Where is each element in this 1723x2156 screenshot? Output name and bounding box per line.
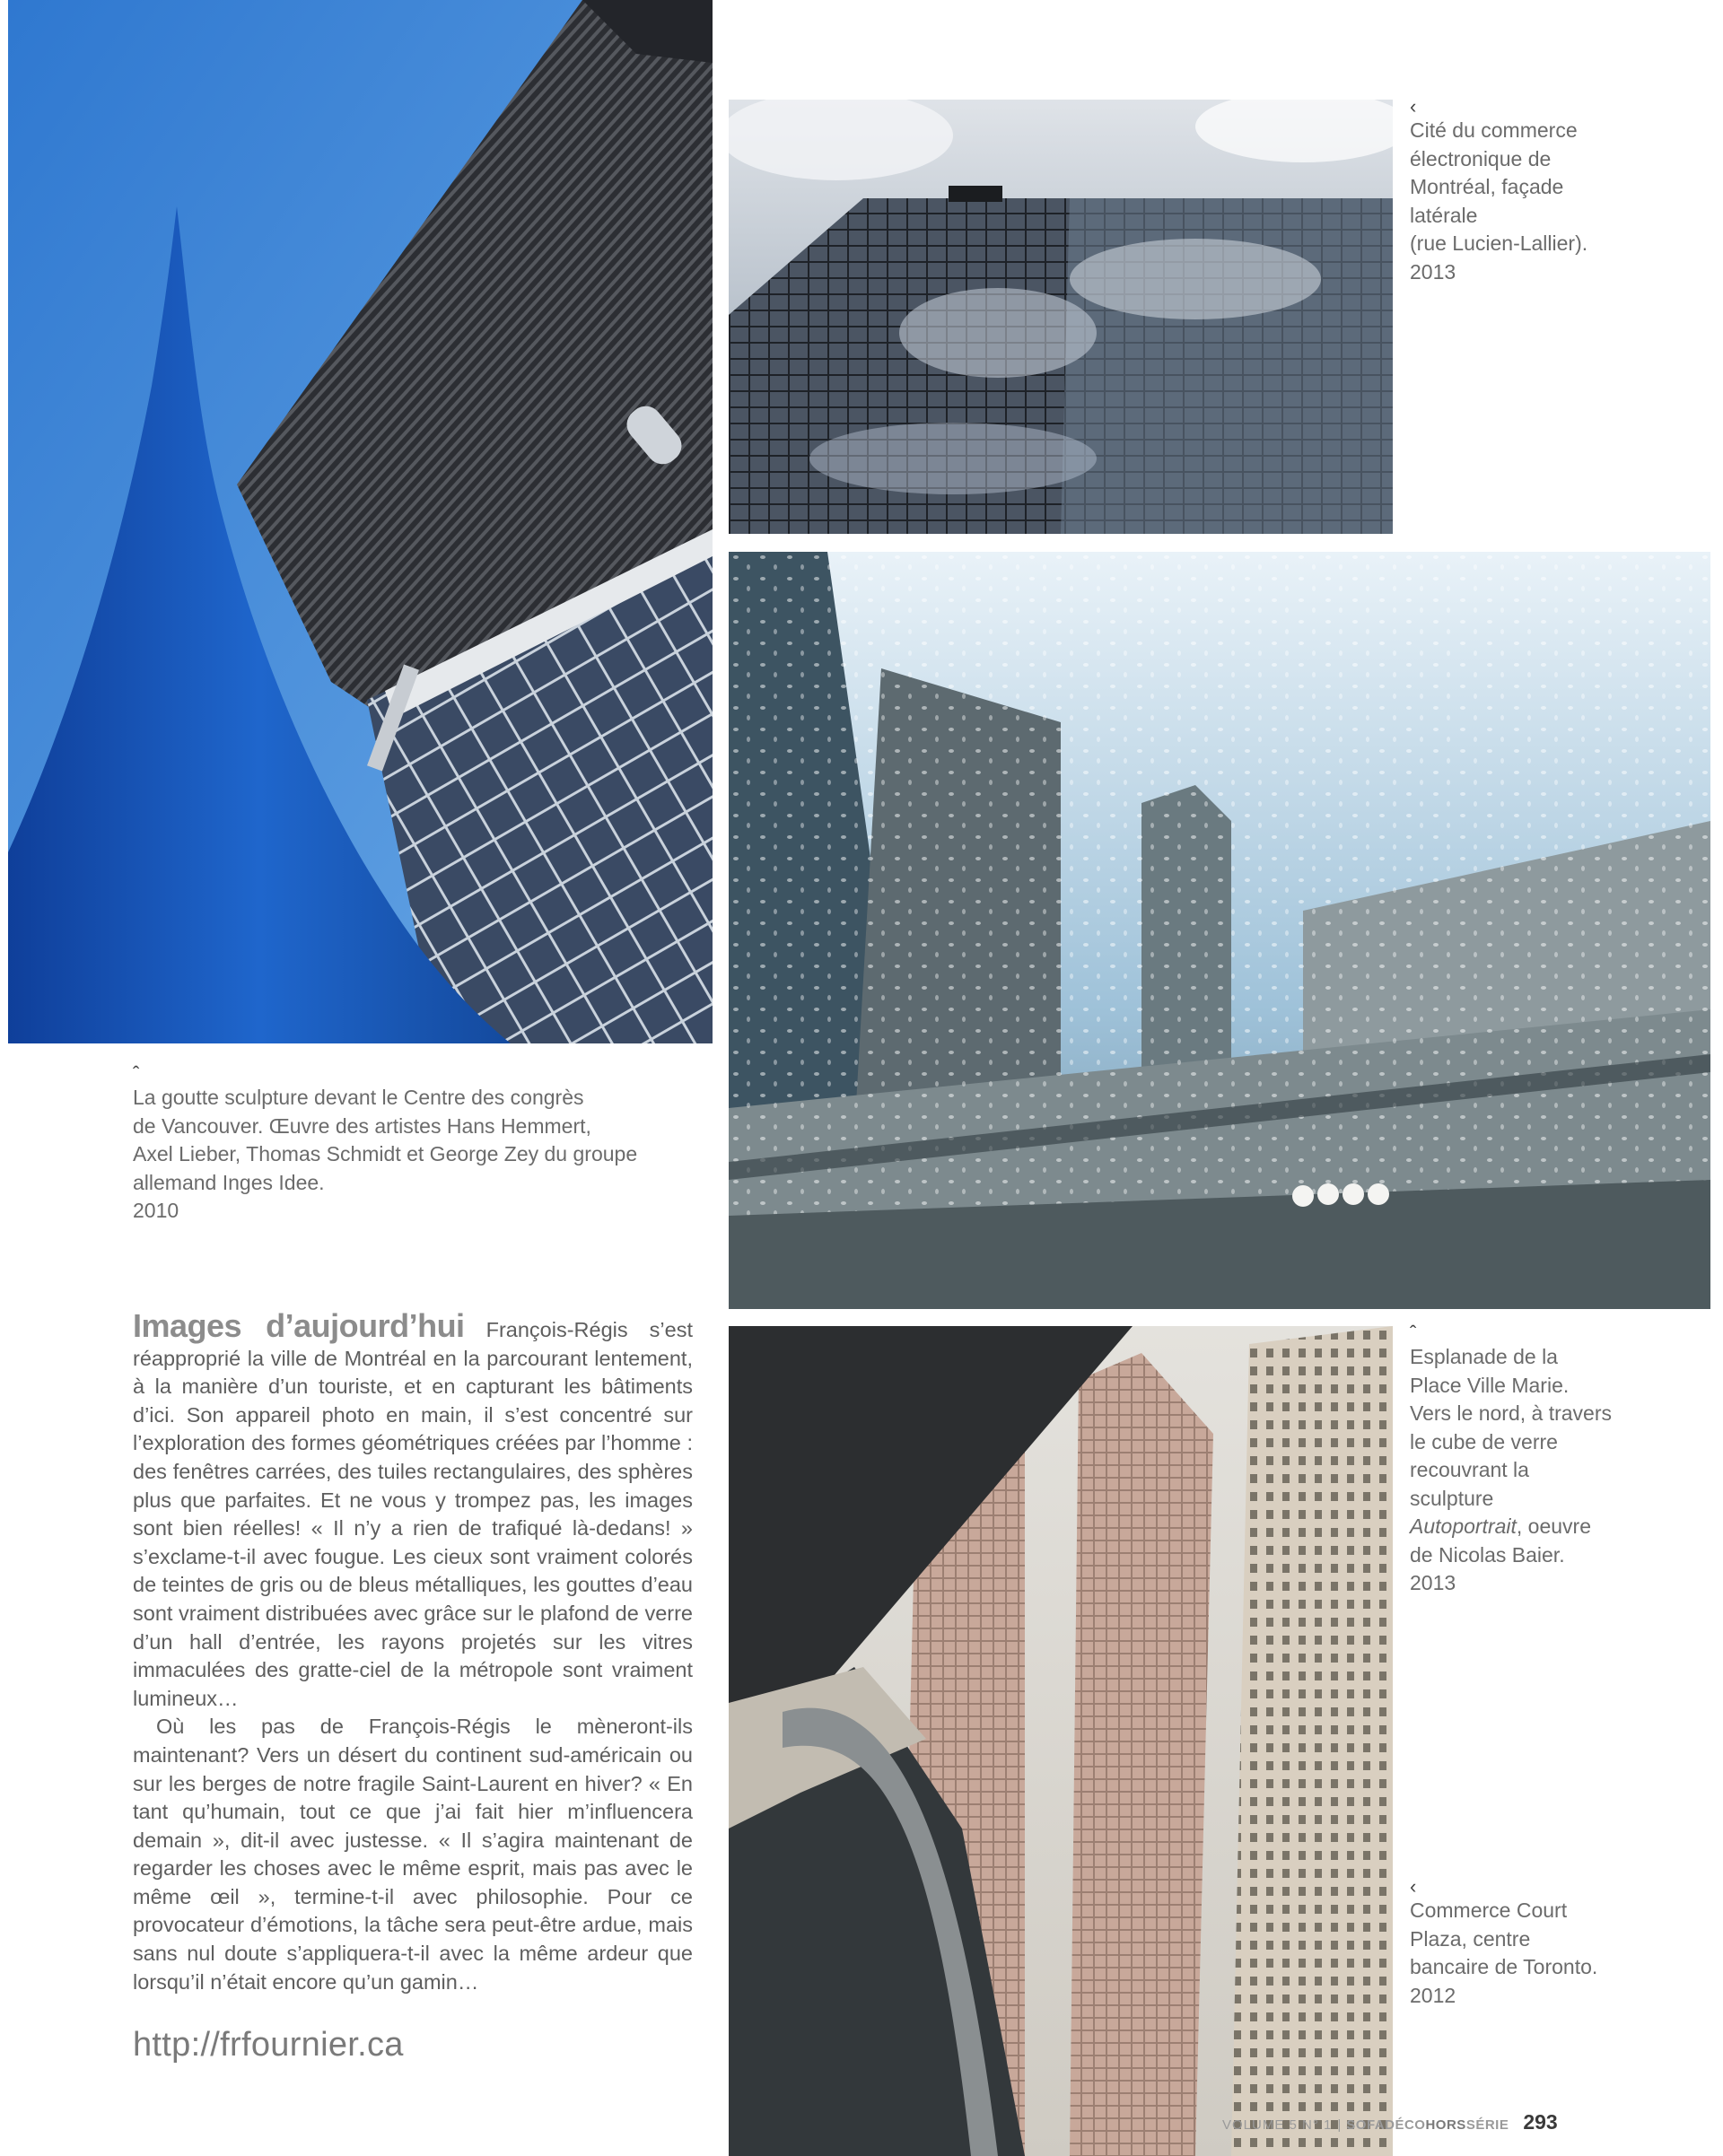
caption-fragment: , oeuvre [1516,1514,1592,1538]
caption-line: (rue Lucien-Lallier). [1410,231,1588,255]
caption-line: Place Ville Marie. [1410,1373,1570,1397]
paragraph-text: François-Régis s’est réapproprié la ville de Montréal en la parcourant lentement, à la manière d’un touriste, et en capturant les bâtiments d’ici. Son appareil photo en main, il s’est concentré sur l’exploration des formes géométriques créées par l’homme : des fenêtres carrées, des tuiles rectangulaires, des sphères plus que parfaites. Et ne vous y trompez pas, les images sont bien réelles! « Il n’y a rien de trafiqué là-dedans! » s’exclame-t-il avec fougue. Les cieux sont vraiment colorés de teintes de gris ou de bleus métalliques, les gouttes d’eau sont vraiment distribuées avec grâce sur le plafond de verre d’un hall d’entrée, les rayons projetés sur les vitres immaculées des gratte-ciel de la métropole sont vraiment lumineux… [133,1318,693,1710]
chevron-left-icon: ‹ [1410,1875,1417,1898]
footer-separator: | [1337,2117,1342,2133]
brand-part: SOFADÉCO [1346,2117,1426,2133]
caption-line: 2012 [1410,1983,1456,2007]
caption-line: bancaire de Toronto. [1410,1955,1598,1978]
esplanade-place-ville-marie-photo [729,552,1710,1309]
caption-line: Vers le nord, à travers [1410,1401,1612,1425]
page-footer [1222,2110,1558,2137]
chevron-up-icon: ˆ [133,1062,140,1085]
commerce-court-plaza-photo [729,1326,1393,2156]
caption-line: Plaza, centre [1410,1926,1531,1951]
artwork-title: Autoportrait [1410,1514,1517,1538]
caption-line: Esplanade de la [1410,1345,1558,1368]
caption-cite-commerce [1410,97,1587,286]
caption-line: La goutte sculpture devant le Centre des congrès [133,1086,584,1109]
caption-commerce-court-plaza [1410,1877,1597,2010]
goutte-sculpture-photo [8,0,713,1043]
article-paragraph: Où les pas de François-Régis le mèneront-ils maintenant? Vers un désert du continent sud-américain ou sur les berges de notre fragile Saint-Laurent en hiver? « En tant qu’humain, tout ce que j’ai fait hier m’influencera demain », dit-il avec justesse. « Il s’agira maintenant de regarder les choses avec le même esprit, mais pas avec le même œil », termine-t-il avec philosophie. Pour ce provocateur d’émotions, la tâche sera peut-être ardue, mais sans nul doute s’appliquera-t-il avec la même ardeur que lorsqu’il n’était encore qu’un gamin… [133,1715,693,1994]
caption-line [1410,1513,1612,1541]
article-heading: Images d’aujourd’hui [133,1307,465,1344]
page-number: 293 [1523,2110,1558,2134]
cite-commerce-electronique-photo [729,100,1393,534]
caption-line: Axel Lieber, Thomas Schmidt et George Zey du groupe [133,1142,638,1165]
caption-goutte-sculpture [133,1064,637,1226]
brand-part: SÉRIE [1465,2117,1509,2133]
article-body [133,1307,693,1996]
magazine-brand [1346,2117,1509,2133]
caption-line: recouvrant la [1410,1458,1529,1481]
caption-line: 2013 [1410,1571,1456,1594]
caption-line: 2010 [133,1199,179,1222]
caption-line: Montréal, façade [1410,175,1564,198]
caption-line: allemand Inges Idee. [133,1170,325,1194]
caption-line: électronique de [1410,146,1552,170]
caption-line: Commerce Court [1410,1899,1568,1922]
caption-line: Cité du commerce [1410,118,1578,142]
caption-line: 2013 [1410,259,1456,284]
brand-part: HORS [1425,2117,1466,2133]
chevron-left-icon: ‹ [1410,95,1417,118]
caption-line: le cube de verre [1410,1429,1558,1453]
caption-line: de Nicolas Baier. [1410,1542,1565,1567]
website-link[interactable]: http://frfournier.ca [133,2026,404,2064]
caption-esplanade-place-ville-marie [1410,1323,1612,1598]
volume-label: VOLUME 5 N° 1 [1222,2117,1333,2133]
caption-line: sculpture [1410,1486,1494,1510]
caption-line: latérale [1410,203,1478,227]
chevron-up-icon: ˆ [1410,1322,1417,1344]
caption-line: de Vancouver. Œuvre des artistes Hans Hemmert, [133,1113,591,1138]
article-paragraph [133,1307,693,1713]
